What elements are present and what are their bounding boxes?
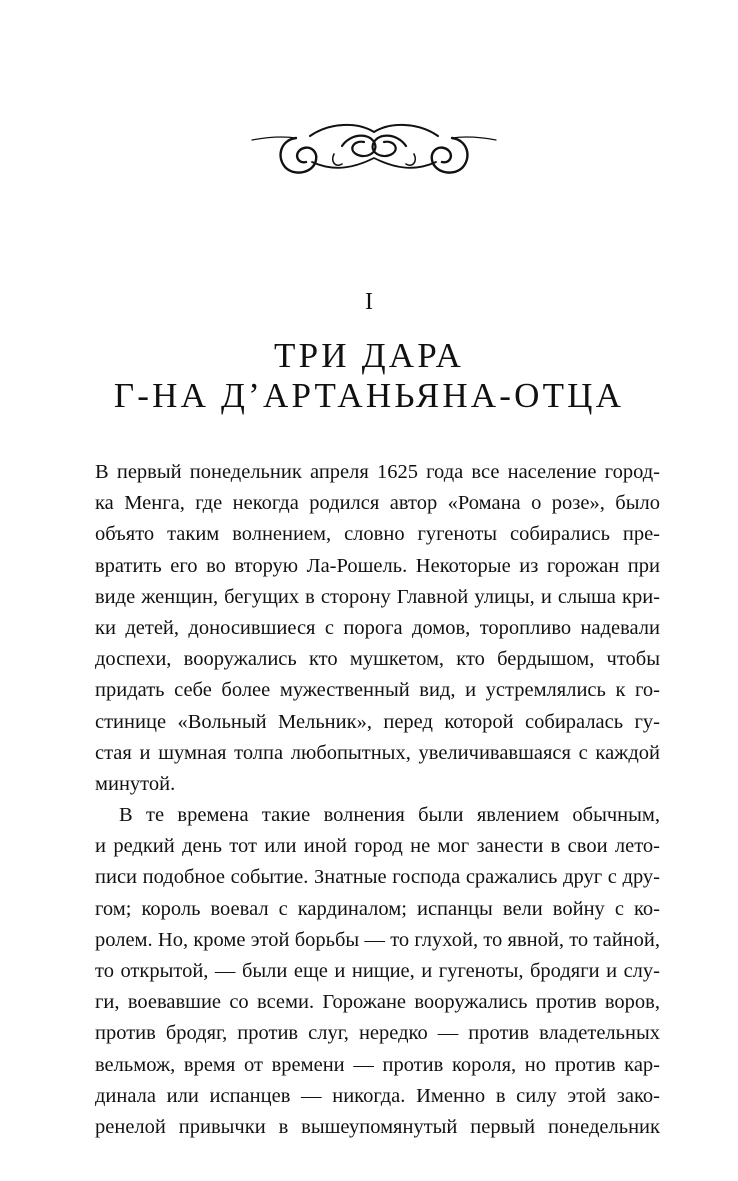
text-line: вельмож, время от времени — против короля, но против кар- (95, 1053, 660, 1076)
text-line: В те времена такие волнения были явлением обычным, (119, 804, 660, 827)
text-line: доспехи, вооружались кто мушкетом, кто бердышом, чтобы (95, 648, 660, 671)
text-line: ренелой привычки в вышеупомянутый первый понедельник (95, 1115, 660, 1138)
text-line: вратить его во вторую Ла-Рошель. Некоторые из горожан при (95, 554, 660, 577)
text-line: минутой. (95, 772, 176, 795)
paragraph-1 (95, 457, 660, 800)
text-line: объято таким волнением, словно гугеноты собирались пре- (95, 523, 660, 546)
text-line: и редкий день тот или иной город не мог занести в свои лето- (95, 835, 660, 858)
chapter-number: I (365, 289, 373, 315)
text-line: ка Менга, где некогда родился автор «Романа о розе», было (95, 492, 660, 515)
text-line: ки детей, доносившиеся с порога домов, торопливо надевали (95, 616, 660, 639)
chapter-body-text (95, 457, 660, 1143)
text-line: стая и шумная толпа любопытных, увеличивавшаяся с каждой (95, 741, 660, 764)
chapter-title-line-2: Г-НА Д’АРТАНЬЯНА-ОТЦА (113, 376, 625, 415)
text-line: против бродяг, против слуг, нередко — против владетельных (95, 1022, 660, 1045)
text-line: В первый понедельник апреля 1625 года все население город- (95, 461, 660, 483)
text-line: ги, воевавшие со всеми. Горожане вооружались против воров, (95, 991, 660, 1014)
text-line: виде женщин, бегущих в сторону Главной улицы, и слыша кри- (95, 585, 660, 608)
text-line: придать себе более мужественный вид, и устремлялись к го- (95, 679, 660, 702)
text-line: гом; король воевал с кардиналом; испанцы вели войну с ко- (95, 897, 660, 920)
chapter-title (0, 336, 738, 416)
decorative-flourish-ornament (250, 118, 498, 190)
text-line: динала или испанцев — никогда. Именно в силу этой зако- (95, 1084, 660, 1107)
text-line: стинице «Вольный Мельник», перед которой собиралась гу- (95, 710, 660, 733)
paragraph-2 (95, 800, 660, 1143)
text-line: то открытой, — были еще и нищие, и гугеноты, бродяги и слу- (95, 960, 660, 982)
chapter-title-line-1: ТРИ ДАРА (274, 336, 464, 375)
text-line: ролем. Но, кроме этой борьбы — то глухой, то явной, то тайной, (95, 928, 660, 951)
text-line: писи подобное событие. Знатные господа сражались друг с дру- (95, 866, 660, 889)
